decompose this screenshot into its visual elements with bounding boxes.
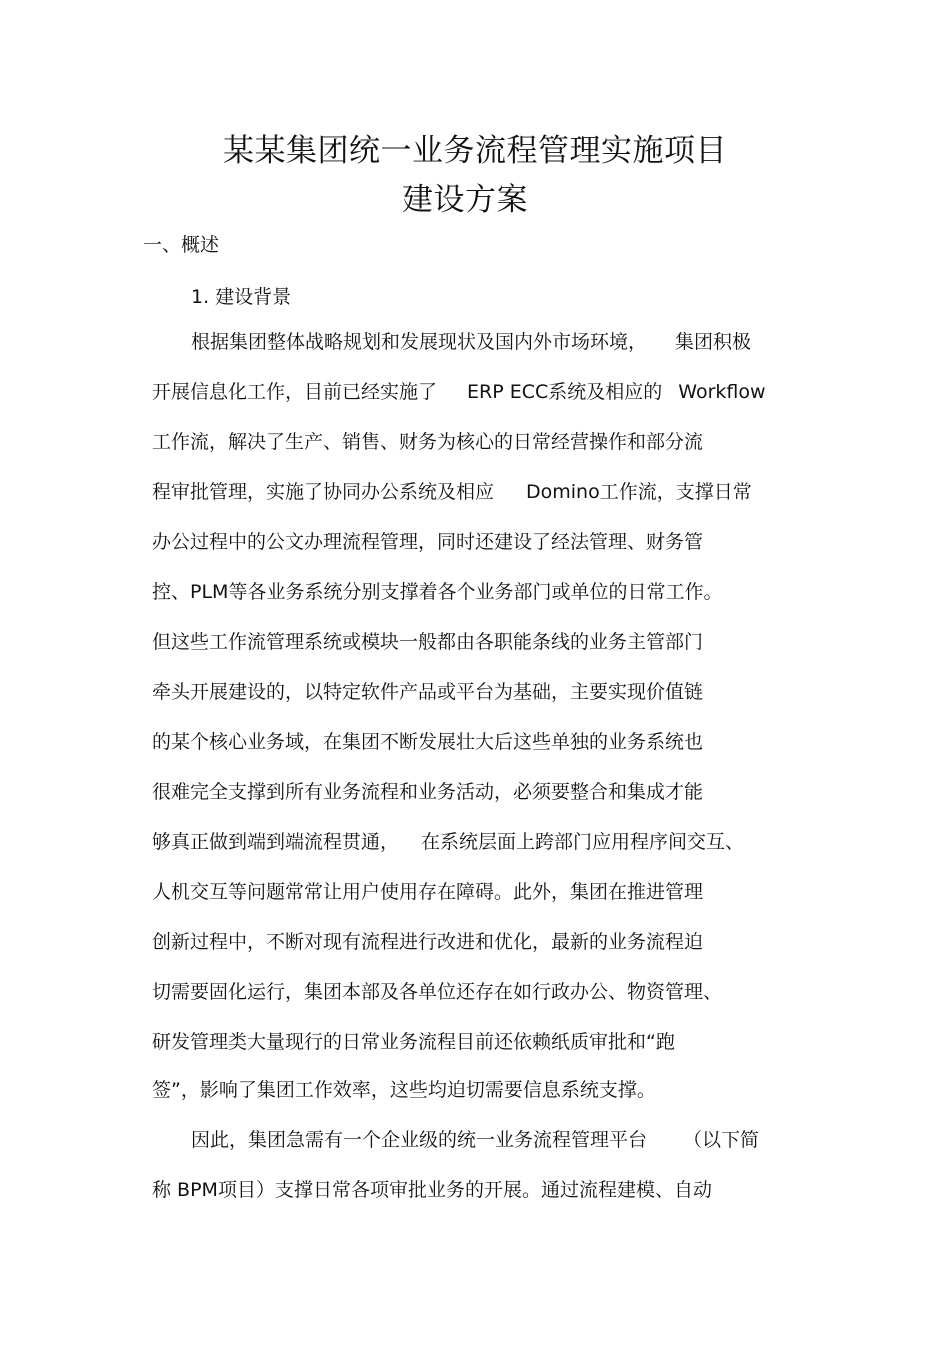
document-title-line2: 建设方案 [402, 182, 528, 218]
text-run: 办公过程中的公文办理流程管理，同时还建设了经法管理、财务管 [152, 531, 704, 553]
paragraph-line [152, 680, 703, 704]
text-run: Domino [526, 481, 600, 503]
paragraph-line [152, 580, 722, 604]
paragraph-line [152, 930, 703, 954]
text-run: 创新过程中，不断对现有流程进行改进和优化，最新的业务流程迫 [152, 931, 704, 953]
text-run: 系统及相应的 [548, 381, 663, 403]
paragraph-line [152, 1178, 712, 1202]
text-run: ERP ECC [467, 381, 549, 403]
document-title-line1: 某某集团统一业务流程管理实施项目 [223, 133, 727, 169]
paragraph-line [152, 480, 752, 504]
paragraph-line [152, 530, 703, 554]
section-heading: 一、概述 [143, 234, 220, 256]
text-run: 牵头开展建设的，以特定软件产品或平台为基础，主要实现价值链 [152, 681, 704, 703]
text-run: 集团积极 [675, 331, 752, 353]
paragraph-line [152, 830, 744, 854]
paragraph-line [152, 430, 703, 454]
text-run: Workflow [678, 381, 766, 403]
text-run: 切需要固化运行，集团本部及各单位还存在如行政办公、物资管理、 [152, 981, 723, 1003]
text-run: 工作流，支撑日常 [599, 481, 752, 503]
text-run: 工作流，解决了生产、销售、财务为核心的日常经营操作和部分流 [152, 431, 704, 453]
text-run: 根据集团整体战略规划和发展现状及国内外市场环境， [191, 331, 648, 353]
text-run: 控、PLM [152, 581, 229, 603]
text-run: 签”，影响了集团工作效率，这些均迫切需要信息系统支撑。 [152, 1079, 656, 1101]
text-run: 称 BPM [152, 1179, 218, 1201]
paragraph-line [191, 1128, 759, 1152]
text-run: 在系统层面上跨部门应用程序间交互、 [421, 831, 745, 853]
paragraph-line [152, 880, 703, 904]
text-run: 的某个核心业务域，在集团不断发展壮大后这些单独的业务系统也 [152, 731, 704, 753]
text-run: 项目）支撑日常各项审批业务的开展。通过流程建模、自动 [217, 1179, 712, 1201]
paragraph-line [152, 730, 703, 754]
text-run: 因此，集团急需有一个企业级的统一业务流程管理平台 [191, 1129, 648, 1151]
text-run: （以下简 [683, 1129, 760, 1151]
paragraph-line [152, 630, 703, 654]
text-run: 开展信息化工作，目前已经实施了 [152, 381, 438, 403]
paragraph-line [152, 380, 766, 404]
paragraph-line [152, 780, 703, 804]
paragraph-line [152, 1078, 656, 1102]
text-run: 很难完全支撑到所有业务流程和业务活动，必须要整合和集成才能 [152, 781, 704, 803]
paragraph-line [152, 980, 722, 1004]
text-run: 够真正做到端到端流程贯通， [152, 831, 400, 853]
paragraph-line [152, 1030, 675, 1054]
text-run: 等各业务系统分别支撑着各个业务部门或单位的日常工作。 [228, 581, 723, 603]
text-run: 程审批管理，实施了协同办公系统及相应 [152, 481, 495, 503]
subsection-heading: 1. 建设背景 [191, 286, 292, 308]
paragraph-line [191, 330, 751, 354]
text-run: 研发管理类大量现行的日常业务流程目前还依赖纸质审批和“跑 [152, 1031, 675, 1053]
text-run: 人机交互等问题常常让用户使用存在障碍。此外，集团在推进管理 [152, 881, 704, 903]
text-run: 但这些工作流管理系统或模块一般都由各职能条线的业务主管部门 [152, 631, 704, 653]
